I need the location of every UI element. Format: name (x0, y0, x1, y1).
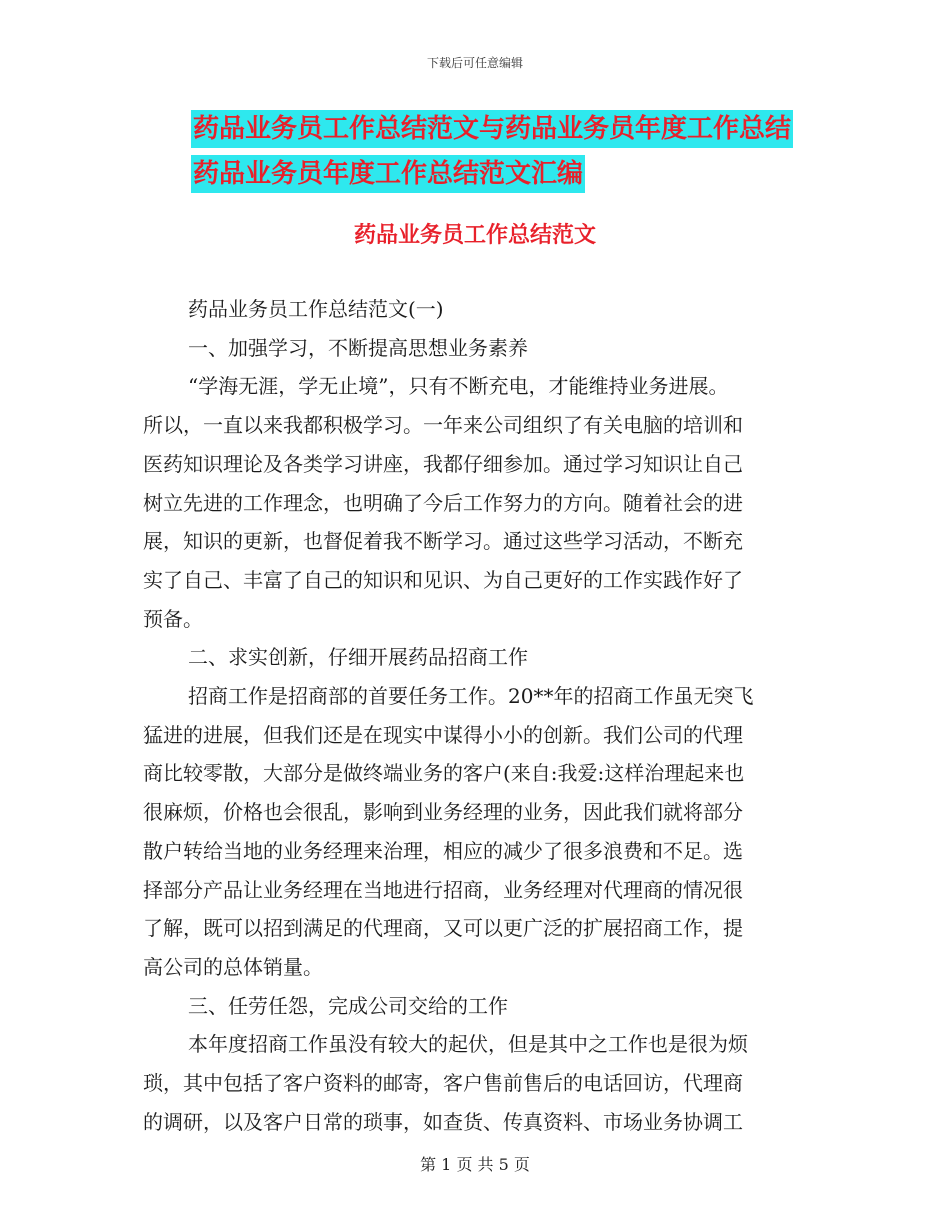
paragraph-line: 树立先进的工作理念，也明确了今后工作努力的方向。随着社会的进 (143, 490, 743, 515)
subtitle: 药品业务员工作总结范文(一) (188, 297, 444, 321)
paragraph-line: 预备。 (143, 606, 203, 631)
page-footer: 第 1 页 共 5 页 (420, 1155, 530, 1174)
document-body (143, 290, 803, 1141)
header-note: 下载后可任意编辑 (426, 56, 523, 70)
paragraph-line: 商比较零散，大部分是做终端业务的客户(来自:我爱:这样治理起来也 (143, 761, 745, 786)
title-line-1: 药品业务员工作总结范文与药品业务员年度工作总结 (191, 110, 793, 148)
paragraph-line: 展，知识的更新，也督促着我不断学习。通过这些学习活动，不断充 (143, 529, 743, 554)
paragraph-line: 本年度招商工作虽没有较大的起伏，但是其中之工作也是很为烦 (188, 1032, 748, 1057)
paragraph-line: 了解，既可以招到满足的代理商，又可以更广泛的扩展招商工作，提 (143, 916, 743, 941)
paragraph-line: 所以，一直以来我都积极学习。一年来公司组织了有关电脑的培训和 (143, 413, 743, 438)
paragraph-line: 散户转给当地的业务经理来治理，相应的减少了很多浪费和不足。选 (143, 838, 743, 863)
heading-2: 二、求实创新，仔细开展药品招商工作 (188, 645, 528, 670)
heading-3: 三、任劳任怨，完成公司交给的工作 (188, 993, 508, 1018)
paragraph-line: 择部分产品让业务经理在当地进行招商，业务经理对代理商的情况很 (143, 877, 743, 902)
paragraph-line: 猛进的进展，但我们还是在现实中谋得小小的创新。我们公司的代理 (143, 722, 743, 747)
paragraph-line: 实了自己、丰富了自己的知识和见识、为自己更好的工作实践作好了 (143, 567, 743, 592)
paragraph-line: “学海无涯，学无止境”，只有不断充电，才能维持业务进展。 (188, 374, 729, 399)
title-line-2: 药品业务员年度工作总结范文汇编 (191, 155, 585, 193)
paragraph-line: 琐，其中包括了客户资料的邮寄，客户售前售后的电话回访，代理商 (143, 1071, 743, 1096)
paragraph-line: 高公司的总体销量。 (143, 954, 323, 979)
paragraph-line: 招商工作是招商部的首要任务工作。20**年的招商工作虽无突飞 (188, 684, 754, 709)
paragraph-line: 很麻烦，价格也会很乱，影响到业务经理的业务，因此我们就将部分 (143, 800, 743, 825)
paragraph-line: 医药知识理论及各类学习讲座，我都仔细参加。通过学习知识让自己 (143, 451, 743, 476)
section-title: 药品业务员工作总结范文 (353, 223, 596, 248)
paragraph-line: 的调研，以及客户日常的琐事，如查货、传真资料、市场业务协调工 (143, 1109, 743, 1134)
heading-1: 一、加强学习，不断提高思想业务素养 (188, 335, 528, 360)
